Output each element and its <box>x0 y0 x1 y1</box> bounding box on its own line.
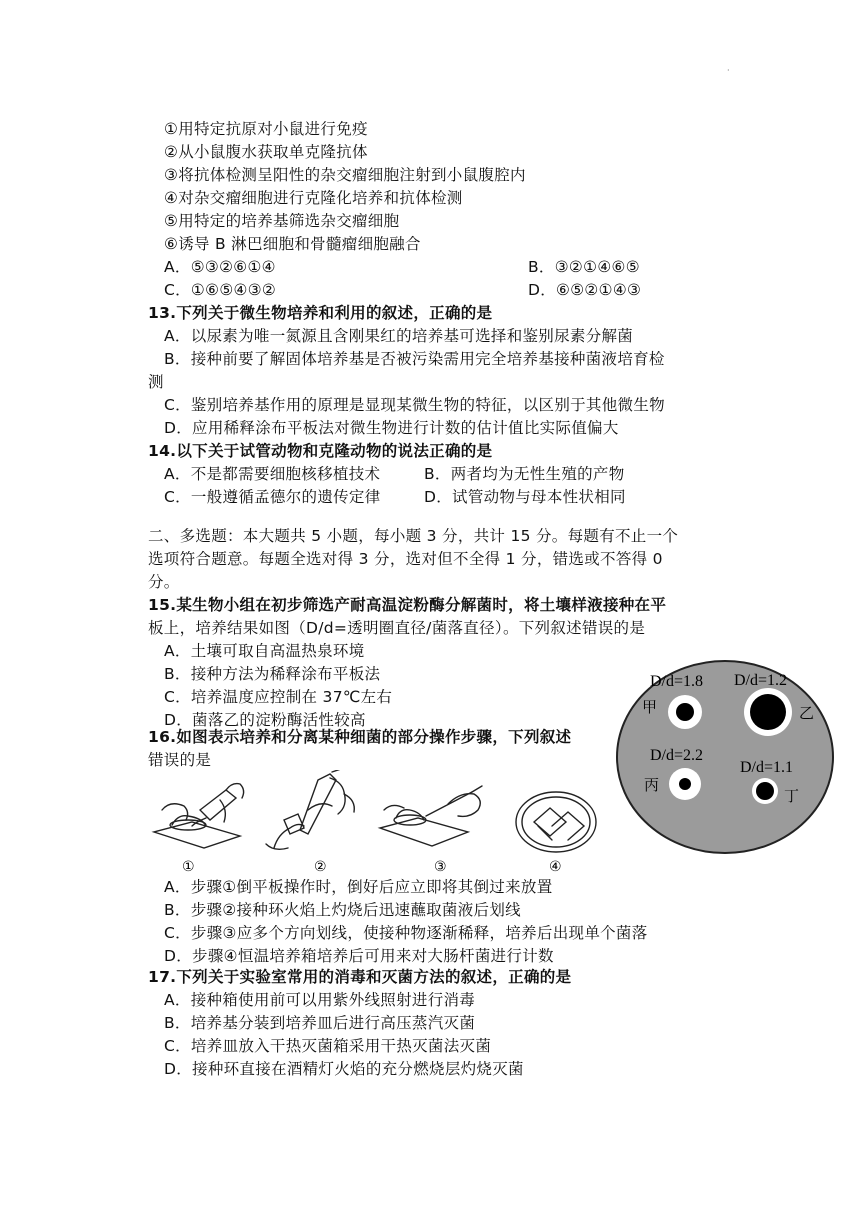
q14-stem: 14.以下关于试管动物和克隆动物的说法正确的是 <box>148 442 493 460</box>
q15-option-b: B．接种方法为稀释涂布平板法 <box>164 665 381 683</box>
ratio-bing: D/d=2.2 <box>650 747 704 764</box>
q12-option-a: A．⑤③②⑥①④ <box>164 258 276 276</box>
q13-option-a: A．以尿素为唯一氮源且含刚果红的培养基可选择和鉴别尿素分解菌 <box>164 327 634 345</box>
intro-step-6: ⑥诱导 B 淋巴细胞和骨髓瘤细胞融合 <box>164 235 421 253</box>
q13-option-d: D．应用稀释涂布平板法对微生物进行计数的估计值比实际值偏大 <box>164 419 619 437</box>
step4-streaked-plate-drawing <box>516 792 596 852</box>
section2-line2: 选项符合题意。每题全选对得 3 分，选对但不全得 1 分，错选或不答得 0 <box>148 550 663 568</box>
q15-option-a: A．土壤可取自高温热泉环境 <box>164 642 365 660</box>
q15-option-c: C．培养温度应控制在 37℃左右 <box>164 688 393 706</box>
q16-option-d: D．步骤④恒温培养箱培养后可用来对大肠杆菌进行计数 <box>164 947 554 965</box>
q17-option-b: B．培养基分装到培养皿后进行高压蒸汽灭菌 <box>164 1014 476 1032</box>
q17-stem: 17.下列关于实验室常用的消毒和灭菌方法的叙述，正确的是 <box>148 968 572 986</box>
q16-option-c: C．步骤③应多个方向划线，使接种物逐渐稀释，培养后出现单个菌落 <box>164 924 648 942</box>
label-bing: 丙 <box>644 776 660 794</box>
q12-option-b: B．③②①④⑥⑤ <box>528 258 640 276</box>
q16-option-a: A．步骤①倒平板操作时，倒好后应立即将其倒过来放置 <box>164 878 553 896</box>
colony-jia <box>676 703 694 721</box>
label-jia: 甲 <box>642 698 658 716</box>
culture-steps-figure <box>148 770 608 874</box>
intro-step-5: ⑤用特定的培养基筛选杂交瘤细胞 <box>164 212 400 230</box>
q17-option-a: A．接种箱使用前可以用紫外线照射进行消毒 <box>164 991 476 1009</box>
q14-option-b: B．两者均为无性生殖的产物 <box>424 465 625 483</box>
q14-option-d: D．试管动物与母本性状相同 <box>424 488 626 506</box>
step2-loop-tube-drawing <box>266 770 354 849</box>
intro-step-2: ②从小鼠腹水获取单克隆抗体 <box>164 143 368 161</box>
step-label-4: ④ <box>549 859 562 874</box>
ratio-yi: D/d=1.2 <box>734 672 788 689</box>
step-label-3: ③ <box>434 859 447 874</box>
q16-stem-line2: 错误的是 <box>148 751 212 769</box>
petri-dish-figure <box>614 658 836 856</box>
petri-dish-svg <box>614 658 836 856</box>
q15-stem-line1: 15.某生物小组在初步筛选产耐高温淀粉酶分解菌时，将土壤样液接种在平 <box>148 596 667 614</box>
label-yi: 乙 <box>799 704 815 722</box>
page-marker: · <box>727 66 730 75</box>
intro-step-1: ①用特定抗原对小鼠进行免疫 <box>164 120 368 138</box>
step3-streak-drawing <box>380 786 482 846</box>
colony-bing <box>679 778 691 790</box>
q13-option-c: C．鉴别培养基作用的原理是显现某微生物的特征，以区别于其他微生物 <box>164 396 665 414</box>
step-label-1: ① <box>182 859 195 874</box>
q16-option-b: B．步骤②接种环火焰上灼烧后迅速蘸取菌液后划线 <box>164 901 521 919</box>
q16-stem-line1: 16.如图表示培养和分离某种细菌的部分操作步骤，下列叙述 <box>148 728 572 746</box>
ratio-jia: D/d=1.8 <box>650 673 704 690</box>
section2-line3: 分。 <box>148 573 180 591</box>
q17-option-c: C．培养皿放入干热灭菌箱采用干热灭菌法灭菌 <box>164 1037 492 1055</box>
intro-step-3: ③将抗体检测呈阳性的杂交瘤细胞注射到小鼠腹腔内 <box>164 166 526 184</box>
colony-yi <box>750 694 786 730</box>
q15-stem-line2: 板上，培养结果如图（D/d=透明圈直径/菌落直径）。下列叙述错误的是 <box>148 619 646 637</box>
q13-option-b-line2: 测 <box>148 373 164 391</box>
q14-option-c: C．一般遵循孟德尔的遗传定律 <box>164 488 381 506</box>
label-ding: 丁 <box>784 787 800 805</box>
section2-line1: 二、多选题：本大题共 5 小题，每小题 3 分，共计 15 分。每题有不止一个 <box>148 527 679 545</box>
intro-step-4: ④对杂交瘤细胞进行克隆化培养和抗体检测 <box>164 189 463 207</box>
q12-option-d: D．⑥⑤②①④③ <box>528 281 642 299</box>
colony-ding <box>756 782 774 800</box>
q14-option-a: A．不是都需要细胞核移植技术 <box>164 465 381 483</box>
q15-option-d: D．菌落乙的淀粉酶活性较高 <box>164 711 366 729</box>
q12-option-c: C．①⑥⑤④③② <box>164 281 277 299</box>
ratio-ding: D/d=1.1 <box>740 759 794 776</box>
culture-steps-svg <box>148 770 608 874</box>
q17-option-d: D．接种环直接在酒精灯火焰的充分燃烧层灼烧灭菌 <box>164 1060 524 1078</box>
step-label-2: ② <box>314 859 327 874</box>
q13-option-b-line1: B．接种前要了解固体培养基是否被污染需用完全培养基接种菌液培育检 <box>164 350 665 368</box>
step1-pour-plate-drawing <box>154 784 244 848</box>
q13-stem: 13.下列关于微生物培养和利用的叙述，正确的是 <box>148 304 493 322</box>
